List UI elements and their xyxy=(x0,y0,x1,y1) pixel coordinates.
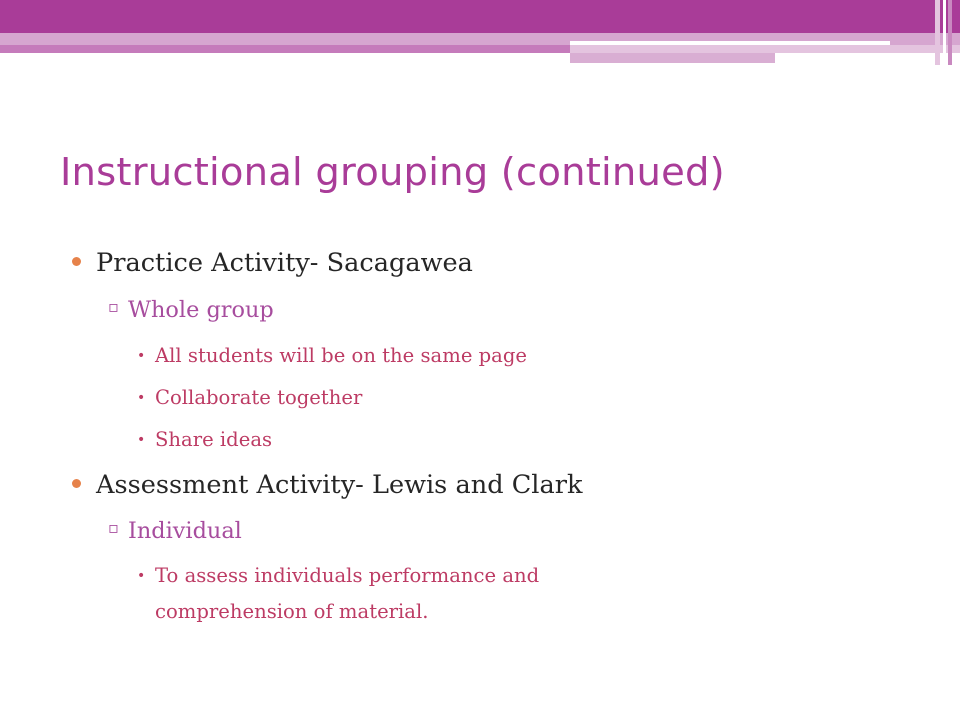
point-text: All students will be on the same page xyxy=(155,344,528,367)
point-text: Collaborate together xyxy=(155,386,363,409)
point-item xyxy=(137,424,273,456)
point-text: Share ideas xyxy=(155,428,273,451)
point-text: To assess individuals performance and xyxy=(155,564,540,587)
sub-list-item xyxy=(108,518,242,544)
header-stripe xyxy=(935,0,940,65)
list-item-text: Assessment Activity- Lewis and Clark xyxy=(96,470,583,500)
square-bullet-icon: ▫ xyxy=(108,518,119,537)
point-item xyxy=(137,340,528,372)
header-stripe xyxy=(0,45,570,53)
square-bullet-icon: ▫ xyxy=(108,297,119,316)
slide-title: Instructional grouping (continued) xyxy=(60,150,725,195)
point-text: comprehension of material. xyxy=(155,600,429,623)
header-stripe xyxy=(570,45,960,53)
point-continuation xyxy=(155,596,428,628)
point-item xyxy=(137,560,540,592)
dot-bullet-icon: • xyxy=(137,390,146,406)
list-item xyxy=(96,470,582,500)
point-item xyxy=(137,382,363,414)
bullet-dot-icon xyxy=(72,479,81,488)
header-stripe xyxy=(570,41,890,45)
header-stripe xyxy=(570,53,775,63)
list-item-text: Practice Activity- Sacagawea xyxy=(96,248,473,278)
sub-list-item-text: Whole group xyxy=(128,297,274,323)
bullet-dot-icon xyxy=(72,257,81,266)
header-stripe xyxy=(948,0,952,65)
header-band xyxy=(0,0,960,33)
dot-bullet-icon: • xyxy=(137,348,146,364)
dot-bullet-icon: • xyxy=(137,568,146,584)
dot-bullet-icon: • xyxy=(137,432,146,448)
sub-list-item-text: Individual xyxy=(128,518,242,544)
list-item xyxy=(96,248,473,278)
header-stripe xyxy=(943,0,946,60)
sub-list-item xyxy=(108,297,274,323)
